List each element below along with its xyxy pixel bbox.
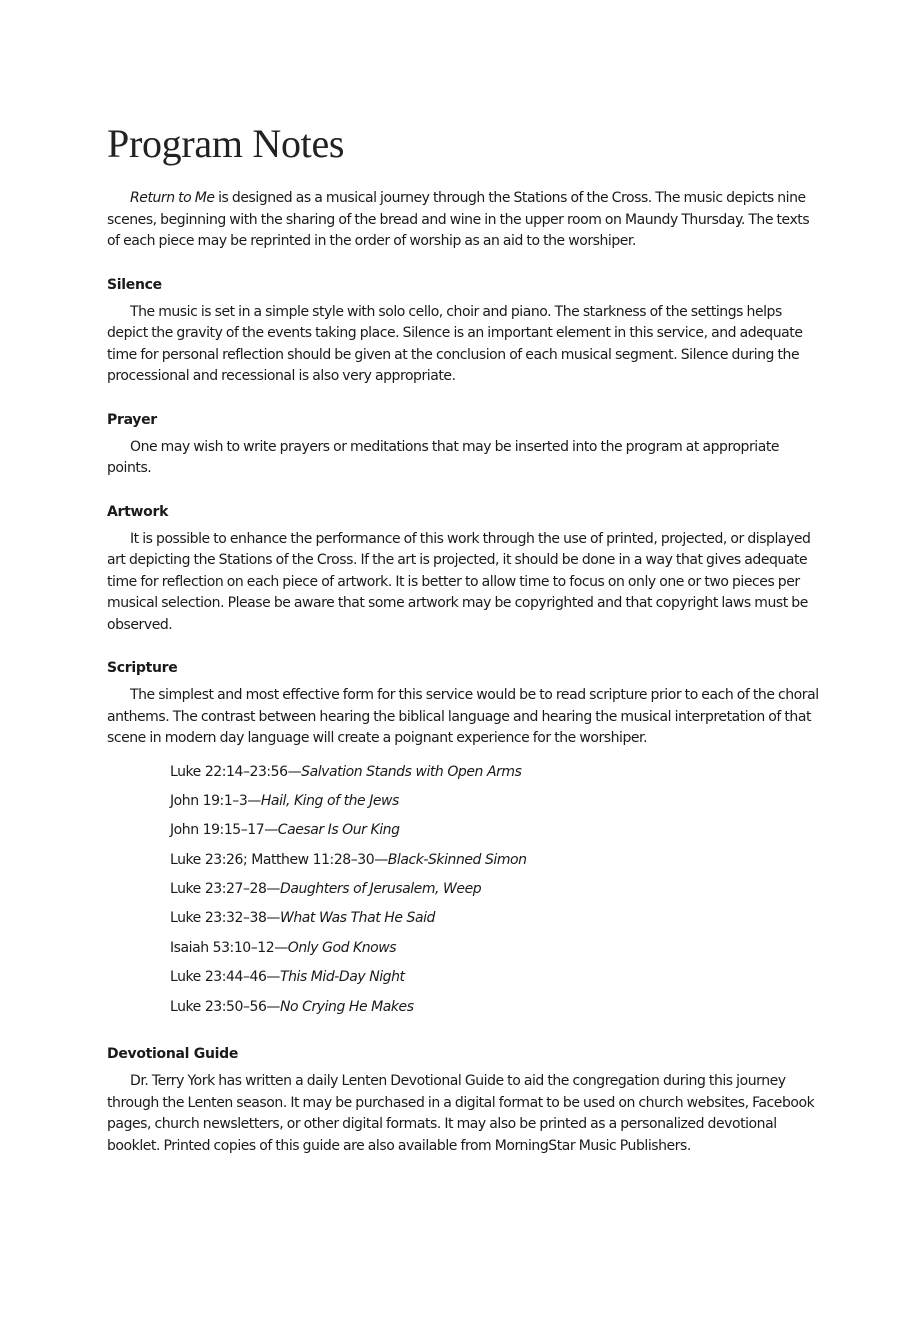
scripture-reading bbox=[170, 787, 819, 816]
work-title: Return to Me bbox=[130, 190, 215, 206]
scripture-reading bbox=[170, 963, 819, 992]
artwork-paragraph: It is possible to enhance the performance of this work through the use of printed, projected, or displayed art depicting the Stations of the Cross. If the art is projected, it should be done in a way that gives adequate time for reflection on each piece of artwork. It is better to allow time to focus on only one or two pieces per musical selection. Please be aware that some artwork may be copyrighted and that copyright laws must be observed. bbox=[107, 530, 811, 633]
scripture-reading bbox=[170, 875, 819, 904]
scripture-heading: Scripture bbox=[107, 660, 178, 676]
page-title: Program Notes bbox=[107, 121, 345, 166]
reading-piece-title: This Mid-Day Night bbox=[279, 969, 405, 986]
scripture-reading bbox=[170, 993, 819, 1022]
silence-heading: Silence bbox=[107, 276, 162, 293]
reading-dash: — bbox=[266, 969, 280, 986]
reading-dash: — bbox=[274, 939, 288, 956]
scripture-readings-list bbox=[170, 758, 819, 1023]
reading-dash: — bbox=[247, 792, 261, 809]
reading-dash: — bbox=[266, 910, 280, 927]
scripture-reading bbox=[170, 816, 819, 845]
reading-dash: — bbox=[266, 998, 280, 1015]
reading-reference: John 19:15–17 bbox=[170, 822, 265, 839]
reading-reference: Luke 22:14–23:56 bbox=[170, 763, 288, 780]
devotional-guide-paragraph: Dr. Terry York has written a daily Lenten Devotional Guide to aid the congregation during this journey through the Lenten season. It may be purchased in a digital format to be used on church websites, Facebook pages, church newsletters, or other digital formats. It may also be printed as a personalized devotional booklet. Printed copies of this guide are also available from MorningStar Music Publishers. bbox=[107, 1073, 815, 1154]
reading-reference: Luke 23:26; Matthew 11:28–30 bbox=[170, 851, 375, 868]
reading-piece-title: What Was That He Said bbox=[279, 910, 435, 927]
intro-paragraph bbox=[107, 188, 819, 253]
prayer-paragraph: One may wish to write prayers or meditations that may be inserted into the program at appropriate points. bbox=[107, 438, 780, 476]
reading-piece-title: Caesar Is Our King bbox=[277, 822, 400, 839]
scripture-reading bbox=[170, 934, 819, 963]
reading-dash: — bbox=[266, 881, 280, 898]
reading-piece-title: Daughters of Jerusalem, Weep bbox=[279, 881, 482, 898]
reading-dash: — bbox=[264, 822, 278, 839]
reading-dash: — bbox=[374, 851, 388, 868]
reading-reference: John 19:1–3 bbox=[170, 792, 248, 809]
program-notes-page bbox=[107, 120, 819, 1157]
silence-paragraph: The music is set in a simple style with solo cello, choir and piano. The starkness of the settings helps depict the gravity of the events taking place. Silence is an important element in this service, and adequate time for personal reflection should be given at the conclusion of each musical segment. Silence during the processional and recessional is also very appropriate. bbox=[107, 303, 803, 384]
intro-text: is designed as a musical journey through the Stations of the Cross. The music depicts nine scenes, beginning with the sharing of the bread and wine in the upper room on Maundy Thursday. The texts of each piece may be reprinted in the order of worship as an aid to the worshiper. bbox=[107, 190, 810, 249]
scripture-reading bbox=[170, 758, 819, 787]
scripture-reading bbox=[170, 904, 819, 933]
scripture-reading bbox=[170, 846, 819, 875]
devotional-guide-heading: Devotional Guide bbox=[107, 1046, 239, 1063]
reading-piece-title: Hail, King of the Jews bbox=[260, 792, 399, 809]
reading-dash: — bbox=[287, 763, 302, 780]
reading-piece-title: Salvation Stands with Open Arms bbox=[301, 763, 522, 780]
scripture-paragraph: The simplest and most effective form for this service would be to read scripture prior to each of the choral anthems. The contrast between hearing the biblical language and hearing the musical interpretation of that scene in modern day language will create a poignant experience for the worshiper. bbox=[107, 687, 819, 746]
reading-reference: Luke 23:32–38 bbox=[170, 910, 267, 927]
reading-piece-title: Black-Skinned Simon bbox=[387, 851, 527, 868]
artwork-heading: Artwork bbox=[107, 503, 169, 520]
reading-reference: Luke 23:50–56 bbox=[170, 998, 267, 1015]
reading-reference: Luke 23:44–46 bbox=[170, 969, 267, 986]
prayer-heading: Prayer bbox=[107, 411, 157, 428]
reading-reference: Isaiah 53:10–12 bbox=[170, 939, 275, 956]
reading-reference: Luke 23:27–28 bbox=[170, 881, 267, 898]
reading-piece-title: No Crying He Makes bbox=[279, 998, 414, 1015]
reading-piece-title: Only God Knows bbox=[287, 939, 397, 956]
